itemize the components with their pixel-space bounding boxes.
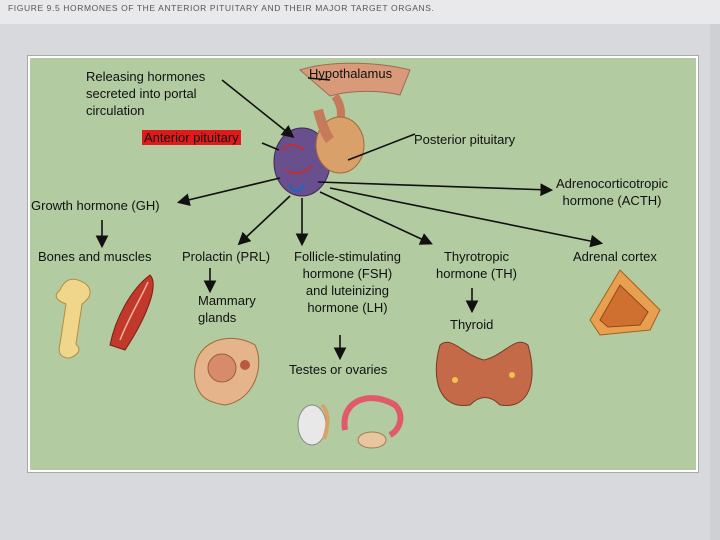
fsh-lh-label: Follicle-stimulating hormone (FSH) and luteinizing hormone (LH) — [294, 249, 401, 315]
testis-illustration — [298, 405, 328, 445]
anterior-pituitary-label: Anterior pituitary — [144, 130, 239, 145]
testes-ovaries-label: Testes or ovaries — [289, 362, 388, 377]
ovary-illustration — [344, 398, 400, 448]
slide-title: FIGURE 9.5 HORMONES OF THE ANTERIOR PITUITARY AND THEIR MAJOR TARGET ORGANS. — [8, 3, 435, 13]
releasing-hormones-label: Releasing hormones secreted into portal circulation — [86, 69, 206, 118]
growth-hormone-label: Growth hormone (GH) — [31, 198, 160, 213]
acth-label: Adrenocorticotropic hormone (ACTH) — [556, 176, 668, 208]
muscle-illustration — [110, 275, 153, 350]
adrenal-illustration — [590, 270, 660, 335]
mammary-glands-label: Mammary glands — [198, 293, 256, 325]
posterior-pituitary-label: Posterior pituitary — [414, 132, 516, 147]
mammary-illustration — [195, 338, 259, 405]
bone-illustration — [56, 279, 90, 358]
bones-muscles-label: Bones and muscles — [38, 249, 152, 264]
thyroid-label: Thyroid — [450, 317, 494, 332]
thyroid-illustration — [436, 342, 532, 405]
adrenal-cortex-label: Adrenal cortex — [573, 249, 657, 264]
hypothalamus-label: Hypothalamus — [309, 66, 393, 81]
prolactin-label: Prolactin (PRL) — [182, 249, 271, 264]
thyrotropic-label: Thyrotropic hormone (TH) — [436, 249, 517, 281]
